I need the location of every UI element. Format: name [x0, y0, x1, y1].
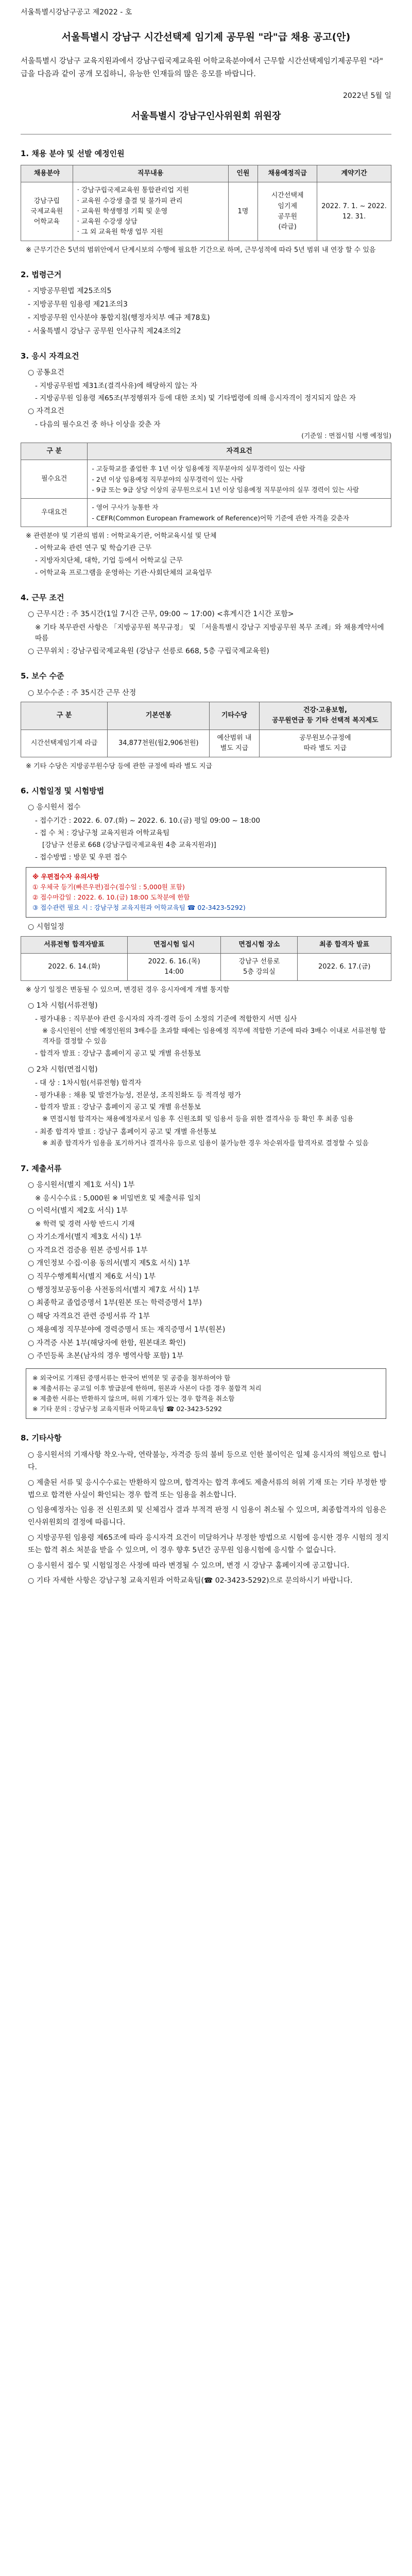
work-condition: ○ 근무시간 : 주 35시간(1일 7시간 근무, 09:00 ~ 17:00) <휴게시간 1시간 포함>: [28, 610, 294, 619]
req-items: [88, 499, 391, 527]
doc-item: ○ 최종학교 졸업증명서 1부(원본 또는 학력증명서 1부): [28, 1299, 202, 1308]
pay-cell: 시간선택제임기제 라급: [21, 730, 108, 757]
notice-number: 서울특별시강남구공고 제2022 - 호: [21, 8, 132, 16]
doc-notice-line: ※ 외국어로 기재된 증명서류는 한국어 번역문 및 공증을 첨부하여야 함: [32, 1374, 231, 1382]
section-2-title: 2. 법령근거: [21, 270, 62, 280]
section-8-title: 8. 기타사항: [21, 1433, 62, 1443]
reception-item: - 접수방법 : 방문 및 우편 접수: [35, 853, 127, 861]
req-kind: 우대요건: [21, 499, 88, 527]
section-1-title: 1. 채용 분야 및 선발 예정인원: [21, 148, 125, 158]
stage1-item: - 합격자 발표 : 강남구 홈페이지 공고 및 개별 유선통보: [35, 1049, 201, 1058]
col-header: 서류전형 합격자발표: [21, 936, 128, 953]
col-header: 최종 합격자 발표: [298, 936, 391, 953]
stage2-item: ※ 최종 합격자가 임용을 포기하거나 결격사유 등으로 임용이 불가능한 경우 차순위자를 합격자로 결정할 수 있음: [42, 1140, 369, 1148]
col-header: 직무내용: [73, 165, 228, 182]
ref-range-item: - 지방자치단체, 대학, 기업 등에서 어학교실 근무: [35, 556, 183, 565]
notice-date: 2022년 5월 일: [342, 92, 391, 100]
col-header: 기타수당: [210, 702, 259, 730]
doc-item: ○ 해당 자격요건 관련 증빙서류 각 1부: [28, 1312, 150, 1321]
mail-notice-line: ② 접수마감일 : 2022. 6. 10.(금) 18:00 도착분에 한함: [32, 893, 190, 901]
doc-item: ○ 자격요건 검증용 원본 증빙서류 1부: [28, 1246, 148, 1255]
col-header: 계약기간: [317, 165, 391, 182]
col-header: 면접시험 장소: [221, 936, 298, 953]
period-cell: 2022. 7. 1. ~ 2022. 12. 31.: [317, 182, 391, 241]
doc-item: ○ 직무수행계획서(별지 제6호 서식) 1부: [28, 1273, 156, 1281]
law-item: - 지방공무원 인사분야 통합지침(행정자치부 예규 제78호): [28, 313, 210, 322]
intro-paragraph: 서울특별시 강남구 교육지원과에서 강남구립국제교육원 어학교육분야에서 근무할 시간선택제임기제공무원 "라" 급을 다음과 같이 공개 모집하니, 유능한 인재들의 많은 응모를 바랍니다.: [21, 57, 383, 78]
stage1-item: ※ 응시인원이 선발 예정인원의 3배수를 초과할 때에는 임용예정 직무에 적합한 기준에 따라 3배수 이내로 서류전형 합격자를 결정할 수 있음: [42, 1027, 386, 1045]
ref-range-title: ※ 관련분야 및 기관의 범위 : 어학교육기관, 어학교육시설 및 단체: [26, 532, 217, 540]
pay-table: [21, 702, 391, 757]
doc-notice-line: ※ 기타 문의 : 강남구청 교육지원과 어학교육팀 ☎ 02-3423-5292: [32, 1404, 222, 1413]
schedule-cell: 강남구 선릉로 5층 강의실: [221, 953, 298, 980]
doc-item: ○ 자기소개서(별지 제3호 서식) 1부: [28, 1233, 142, 1242]
stage1-title: ○ 1차 시험(서류전형): [28, 1002, 98, 1010]
req-item: - CEFR(Common European Framework of Reference)어학 기준에 관한 자격을 갖춘자: [92, 514, 349, 522]
misc-item: ○ 제출된 서류 및 응시수수료는 반환하지 않으며, 합격자는 합격 후에도 제출서류의 허위 기재 또는 기타 부정한 방법으로 합격한 사실이 확인되는 경우 합격 또는 임용을 취소합니다.: [28, 1478, 387, 1499]
section-5-title: 5. 보수 수준: [21, 671, 64, 681]
field-cell: 강남구립 국제교육원 어학교육: [21, 182, 73, 241]
req-item: - 9급 또는 9급 상당 이상의 공무원으로서 1년 이상 임용예정 직무분야의 실무 경력이 있는 사람: [92, 485, 359, 494]
schedule-table: [21, 936, 391, 981]
count-cell: 1명: [228, 182, 258, 241]
qual-ref-date: (기준일 : 면접시험 시행 예정일): [301, 431, 391, 439]
recruit-table: [21, 165, 391, 241]
doc-item: ※ 학력 및 경력 사항 반드시 기재: [35, 1220, 135, 1229]
misc-item: ○ 지방공무원 임용령 제65조에 따라 응시자격 요건이 미달하거나 부정한 방법으로 시험에 응시한 경우 시험의 정지 또는 합격 취소 처분을 받을 수 있으며, 이 경우 향후 5년간 공무원 임용시험에 응시할 수 없습니다.: [28, 1533, 389, 1554]
col-header: 구 분: [21, 443, 88, 460]
common-req-title: ○ 공통요건: [28, 368, 64, 377]
stage2-item: - 대 상 : 1차시험(서류전형) 합격자: [35, 1078, 142, 1087]
law-item: - 지방공무원 임용령 제21조의3: [28, 300, 128, 309]
doc-item: ○ 개인정보 수집·이용 동의서(별지 제5호 서식) 1부: [28, 1259, 191, 1268]
pay-level: ○ 보수수준 : 주 35시간 근무 산정: [28, 688, 136, 697]
stage1-item: - 평가내용 : 직무분야 관련 응시자의 자격·경력 등이 소정의 기준에 적합한지 서면 심사: [35, 1014, 297, 1023]
doc-item: ○ 이력서(별지 제2호 서식) 1부: [28, 1207, 128, 1215]
stage2-title: ○ 2차 시험(면접시험): [28, 1065, 98, 1074]
mail-notice-box: [26, 867, 386, 918]
col-header: 면접시험 일시: [127, 936, 221, 953]
reception-item: [강남구 선릉로 668 (강남구립국제교육원 4층 교육지원과)]: [42, 841, 216, 849]
duty-item: · 강남구립국제교육원 통합관리업 지원: [77, 187, 190, 195]
stage2-item: - 최종 합격자 발표 : 강남구 홈페이지 공고 및 개별 유선통보: [35, 1127, 217, 1136]
schedule-note: ※ 상기 일정은 변동될 수 있으며, 변경된 경우 응시자에게 개별 통지함: [26, 986, 230, 994]
doc-item: ○ 채용예정 직무분야에 경력증명서 또는 재직증명서 1부(원본): [28, 1325, 226, 1334]
pay-cell: 예산범위 내 별도 지급: [210, 730, 259, 757]
ref-range-item: - 어학교육 프로그램을 운영하는 기관·사회단체의 교육업무: [35, 568, 212, 577]
law-item: - 서울특별시 강남구 공무원 인사규칙 제24조의2: [28, 327, 181, 335]
schedule-cell: 2022. 6. 17.(금): [298, 953, 391, 980]
mail-notice-header: ※ 우편접수자 유의사항: [32, 872, 99, 880]
col-header: 기본연봉: [108, 702, 210, 730]
col-header: 채용분야: [21, 165, 73, 182]
stage2-item: ※ 면접시험 합격자는 채용예정자로서 임용 후 신원조회 및 임용서 등을 위한 결격사유 등 확인 후 최종 임용: [42, 1115, 354, 1124]
misc-item: ○ 응시원서의 기재사항 착오·누락, 연락불능, 자격증 등의 불비 등으로 인한 불이익은 일체 응시자의 책임으로 합니다.: [28, 1451, 387, 1471]
duty-item: · 교육원 수강생 상담: [77, 217, 138, 226]
section-7-title: 7. 제출서류: [21, 1163, 62, 1173]
pay-cell: 34,877천원(월2,906천원): [108, 730, 210, 757]
doc-item: ○ 행정정보공동이용 사전동의서(별지 제7호 서식) 1부: [28, 1285, 200, 1294]
common-req-item: - 지방공무원법 제31조(결격사유)에 해당하지 않는 자: [35, 382, 197, 391]
stage2-item: - 합격자 발표 : 강남구 홈페이지 공고 및 개별 유선통보: [35, 1103, 201, 1112]
doc-item: ○ 자격증 사본 1부(해당자에 한함, 원본대조 확인): [28, 1338, 186, 1347]
mail-notice-line: ① 우체국 등기(빠른우편)접수(접수일 : 5,000원 포함): [32, 883, 185, 891]
section-6-title: 6. 시험일정 및 시험방법: [21, 786, 105, 796]
qual-req-sub: - 다음의 필수요건 중 하나 이상을 갖춘 자: [35, 420, 161, 429]
schedule-title: ○ 시험일정: [28, 922, 64, 931]
duty-item: · 교육원 학생행정 기획 및 운영: [77, 207, 168, 215]
work-condition: ○ 근무위치 : 강남구립국제교육원 (강남구 선릉로 668, 5층 구립국제교육원): [28, 647, 269, 655]
qualification-table: [21, 443, 391, 527]
reception-title: ○ 응시원서 접수: [28, 803, 81, 812]
grade-cell: 시간선택제 임기제 공무원 (라급): [258, 182, 317, 241]
doc-item: ※ 응시수수료 : 5,000원 ※ 비밀번호 및 제출서류 일치: [35, 1194, 201, 1202]
req-item: - 영어 구사가 능통한 자: [92, 503, 159, 512]
pay-cell: 공무원보수규정에 따라 별도 지급: [259, 730, 391, 757]
work-condition: ※ 기타 복무관련 사항은 「지방공무원 복무규정」 및 「서울특별시 강남구 지방공무원 복무 조례」와 채용계약서에 따름: [35, 623, 384, 642]
mail-notice-line: ③ 접수관련 필요 시 : 강남구청 교육지원과 어학교육팀 ☎ 02-3423-5292): [32, 903, 246, 911]
req-item: - 고등학교를 졸업한 후 1년 이상 임용예정 직무분야의 실무경력이 있는 사람: [92, 465, 305, 473]
col-header: 인원: [228, 165, 258, 182]
misc-item: ○ 응시원서 접수 및 시험일정은 사정에 따라 변경될 수 있으며, 변경 시 강남구 홈페이지에 공고합니다.: [28, 1561, 350, 1570]
doc-item: ○ 주민등록 초본(남자의 경우 병역사항 포함) 1부: [28, 1352, 184, 1361]
col-header: 건강·고용보험, 공무원연금 등 기타 선택적 복지제도: [259, 702, 391, 730]
section-4-title: 4. 근무 조건: [21, 592, 64, 602]
reception-item: - 접 수 처 : 강남구청 교육지원과 어학교육팀: [35, 828, 170, 837]
issuer: 서울특별시 강남구인사위원회 위원장: [131, 111, 281, 122]
section-1-note: ※ 근무기간은 5년의 범위안에서 단계시보의 수행에 필요한 기간으로 하며, 근무성적에 따라 5년 범위 내 연장 할 수 있음: [26, 246, 376, 255]
stage2-item: - 평가내용 : 채용 및 발전가능성, 전문성, 조직친화도 등 적격성 평가: [35, 1091, 241, 1099]
doc-notice-box: [26, 1368, 386, 1419]
law-item: - 지방공무원법 제25조의5: [28, 287, 112, 296]
ref-range-item: - 어학교육 관련 연구 및 학습기관 근무: [35, 544, 152, 553]
col-header: 채용예정직급: [258, 165, 317, 182]
doc-notice-line: ※ 제출한 서류는 반환하지 않으며, 허위 기재가 있는 경우 합격을 취소함: [32, 1394, 235, 1402]
schedule-cell: 2022. 6. 14.(화): [21, 953, 128, 980]
schedule-cell: 2022. 6. 16.(목) 14:00: [127, 953, 221, 980]
doc-notice-line: ※ 제출서류는 공고일 이후 발급분에 한하며, 원본과 사본이 다를 경우 불합격 처리: [32, 1384, 262, 1392]
misc-item: ○ 임용예정자는 임용 전 신원조회 및 신체검사 결과 부적격 판정 시 임용이 취소될 수 있으며, 최종합격자의 임용은 인사위원회의 결정에 따릅니다.: [28, 1506, 387, 1527]
doc-item: ○ 응시원서(별지 제1호 서식) 1부: [28, 1180, 135, 1189]
reception-item: - 접수기간 : 2022. 6. 07.(화) ~ 2022. 6. 10.(금) 평일 09:00 ~ 18:00: [35, 816, 261, 825]
req-kind: 필수요건: [21, 460, 88, 499]
duty-item: · 교육원 수강생 출결 및 불가피 관리: [77, 197, 183, 205]
qual-req-title: ○ 자격요건: [28, 407, 64, 415]
duties-cell: [73, 182, 228, 241]
common-req-item: - 지방공무원 임용령 제65조(부정행위자 등에 대한 조치) 및 기타법령에 의해 응시자격이 정지되지 않은 자: [35, 394, 356, 403]
req-items: [88, 460, 391, 499]
section-3-title: 3. 응시 자격요건: [21, 351, 79, 361]
misc-item: ○ 기타 자세한 사항은 강남구청 교육지원과 어학교육팀(☎ 02-3423-5292)으로 문의하시기 바랍니다.: [28, 1577, 353, 1585]
duty-item: · 그 외 교육원 학생 업무 지원: [77, 228, 163, 236]
req-item: - 2년 이상 임용예정 직무분야의 실무경력이 있는 사람: [92, 475, 244, 483]
pay-note: ※ 기타 수당은 지방공무원수당 등에 관한 규정에 따라 별도 지급: [26, 762, 213, 770]
page-title: 서울특별시 강남구 시간선택제 임기제 공무원 "라"급 채용 공고(안): [61, 31, 351, 43]
col-header: 자격요건: [88, 443, 391, 460]
col-header: 구 분: [21, 702, 108, 730]
